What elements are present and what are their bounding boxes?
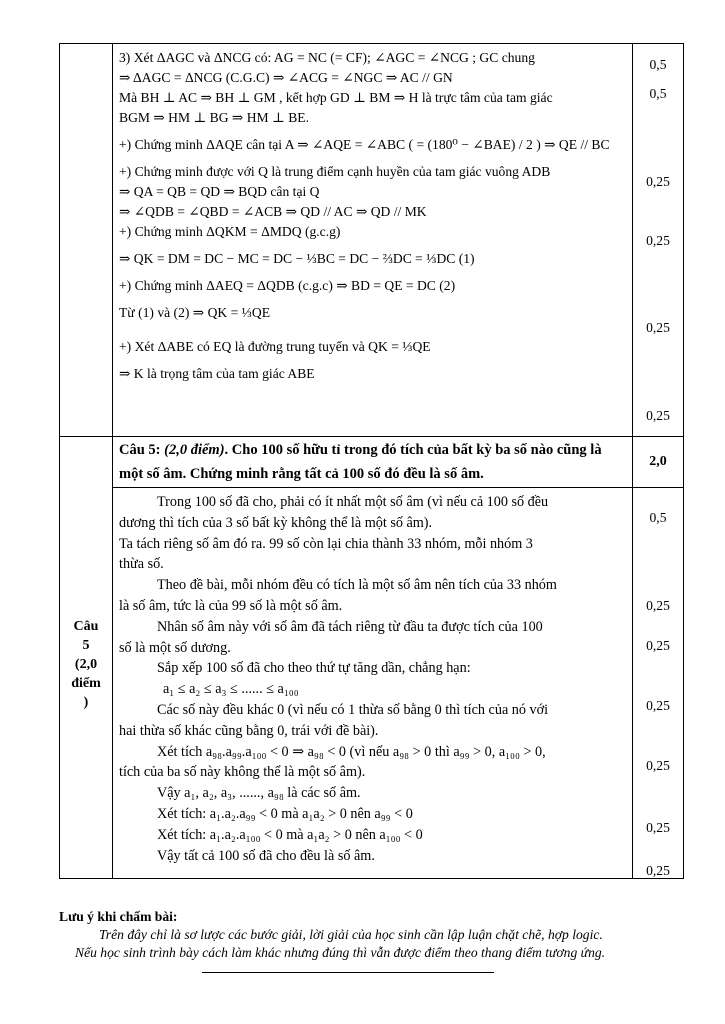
label-line: ) xyxy=(83,695,89,710)
points-value: 0,25 xyxy=(646,863,670,878)
solution-line: Xét tích: a₁.a₂.a₁₀₀ < 0 mà a₁a₂ > 0 nên a₁₀₀ < 0 xyxy=(157,826,423,843)
solution-line: ⇒ K là trọng tâm của tam giác ABE xyxy=(119,366,315,381)
points-value: 0,5 xyxy=(649,57,667,72)
points-value: 0,25 xyxy=(646,174,670,189)
points-value: 0,25 xyxy=(646,758,670,773)
question-5-statement-cell xyxy=(113,437,633,488)
points-value: 0,25 xyxy=(646,320,670,335)
label-line: Câu xyxy=(73,619,99,634)
solution-text xyxy=(113,488,632,869)
solution-line: hai thừa số khác cũng bằng 0, trái với đề bài). xyxy=(119,722,379,739)
solution-line: Trong 100 số đã cho, phải có ít nhất một số âm (vì nếu cả 100 số đều xyxy=(157,494,549,510)
points-value: 0,5 xyxy=(649,510,667,525)
solution-line: ⇒ ΔAGC = ΔNCG (C.G.C) ⇒ ∠ACG = ∠NGC ⇒ AC // GN xyxy=(119,70,453,85)
solution-cell xyxy=(113,488,633,879)
points-column xyxy=(633,488,683,878)
question-5-solution-row xyxy=(60,488,684,879)
solution-line: Xét tích a₉₈.a₉₉.a₁₀₀ < 0 ⇒ a₉₈ < 0 (vì nếu a₉₈ > 0 thì a₉₉ > 0, a₁₀₀ > 0, xyxy=(157,743,546,760)
grading-table xyxy=(59,43,684,879)
points-column xyxy=(633,44,683,436)
solution-line: Xét tích: a₁.a₂.a₉₉ < 0 mà a₁a₂ > 0 nên a₉₉ < 0 xyxy=(157,805,413,822)
solution-line: Nhân số âm này với số âm đã tách riêng từ đầu ta được tích của 100 xyxy=(157,618,543,635)
solution-line: thừa số. xyxy=(119,556,164,573)
solution-line: ⇒ QK = DM = DC − MC = DC − ⅓BC = DC − ⅔DC = ⅓DC (1) xyxy=(119,251,475,266)
solution-line: +) Chứng minh ΔAEQ = ΔQDB (c.g.c) ⇒ BD = QE = DC (2) xyxy=(119,278,456,293)
solution-line: Ta tách riêng số âm đó ra. 99 số còn lại chia thành 33 nhóm, mỗi nhóm 3 xyxy=(119,535,533,552)
grading-note xyxy=(59,908,699,962)
solution-line: +) Xét ΔABE có EQ là đường trung tuyến và QK = ⅓QE xyxy=(119,339,431,354)
question-5-total-points: 2,0 xyxy=(649,454,667,469)
solution-cell xyxy=(113,44,633,437)
question-label-cell xyxy=(60,44,113,437)
divider xyxy=(202,972,494,973)
points-cell xyxy=(633,488,684,879)
question-4-part-3-row xyxy=(60,44,684,437)
note-title: Lưu ý khi chấm bài: xyxy=(59,909,178,924)
points-value: 0,25 xyxy=(646,408,670,423)
solution-line: Vậy tất cả 100 số đã cho đều là số âm. xyxy=(157,847,375,864)
solution-line: Sắp xếp 100 số đã cho theo thứ tự tăng dần, chẳng hạn: xyxy=(157,660,471,677)
label-line: (2,0 xyxy=(74,657,98,672)
solution-line: là số âm, tức là của 99 số là một số âm. xyxy=(119,597,343,614)
label-line: 5 xyxy=(82,638,90,653)
solution-line: Theo đề bài, mỗi nhóm đều có tích là một số âm nên tích của 33 nhóm xyxy=(157,577,557,594)
solution-line: BGM ⇒ HM ⊥ BG ⇒ HM ⊥ BE. xyxy=(119,110,309,125)
solution-line: ⇒ QA = QB = QD ⇒ BQD cân tại Q xyxy=(119,184,320,199)
question-5-label xyxy=(60,437,112,712)
question-5-total-cell xyxy=(633,437,684,488)
solution-line: a₁ ≤ a₂ ≤ a₃ ≤ ...... ≤ a₁₀₀ xyxy=(163,681,299,698)
question-5-statement xyxy=(113,437,632,487)
points-value: 0,25 xyxy=(646,820,670,835)
question-5-label-cell xyxy=(60,437,113,879)
note-line: Trên đây chỉ là sơ lược các bước giải, lời giải của học sinh cần lập luận chặt chẽ, hợp logic. xyxy=(99,927,603,942)
label-line: điểm xyxy=(71,676,101,691)
solution-line: +) Chứng minh ΔQKM = ΔMDQ (g.c.g) xyxy=(119,224,341,239)
solution-line: tích của ba số này không thể là một số âm). xyxy=(119,764,366,781)
question-points-note: (2,0 điểm) xyxy=(164,442,225,458)
points-value: 0,5 xyxy=(649,86,667,101)
points-value: 0,25 xyxy=(646,638,670,653)
points-value: 0,25 xyxy=(646,233,670,248)
solution-text xyxy=(113,44,632,387)
solution-line: Vậy a₁, a₂, a₃, ......, a₉₈ là các số âm. xyxy=(157,785,361,802)
solution-line: dương thì tích của 3 số bất kỳ không thể là một số âm). xyxy=(119,514,433,531)
question-text: . Cho 100 số hữu tỉ trong đó tích của bất kỳ ba số nào cũng là một số âm. Chứng minh rằng tất cả 100 số đó đều là số âm. xyxy=(119,442,602,482)
note-line: Nếu học sinh trình bày cách làm khác nhưng đúng thì vẫn được điểm theo thang điểm tương ứng. xyxy=(75,945,606,960)
question-5-header-row xyxy=(60,437,684,488)
solution-line: +) Chứng minh được với Q là trung điểm cạnh huyền của tam giác vuông ADB xyxy=(119,164,551,179)
solution-line: Từ (1) và (2) ⇒ QK = ⅓QE xyxy=(119,305,270,320)
points-cell xyxy=(633,44,684,437)
solution-line: Các số này đều khác 0 (vì nếu có 1 thừa số bằng 0 thì tích của nó với xyxy=(157,701,549,718)
points-value: 0,25 xyxy=(646,698,670,713)
points-value: 0,25 xyxy=(646,598,670,613)
solution-line: ⇒ ∠QDB = ∠QBD = ∠ACB ⇒ QD // AC ⇒ QD // MK xyxy=(119,204,427,219)
solution-line: +) Chứng minh ΔAQE cân tại A ⇒ ∠AQE = ∠ABC ( = (180⁰ − ∠BAE) / 2 ) ⇒ QE // BC xyxy=(119,137,610,152)
solution-line: Mà BH ⊥ AC ⇒ BH ⊥ GM , kết hợp GD ⊥ BM ⇒ H là trực tâm của tam giác xyxy=(119,90,553,105)
solution-line: số là một số dương. xyxy=(119,639,231,656)
solution-line: 3) Xét ΔAGC và ΔNCG có: AG = NC (= CF); ∠AGC = ∠NCG ; GC chung xyxy=(119,50,535,65)
question-title: Câu 5: xyxy=(119,442,165,458)
